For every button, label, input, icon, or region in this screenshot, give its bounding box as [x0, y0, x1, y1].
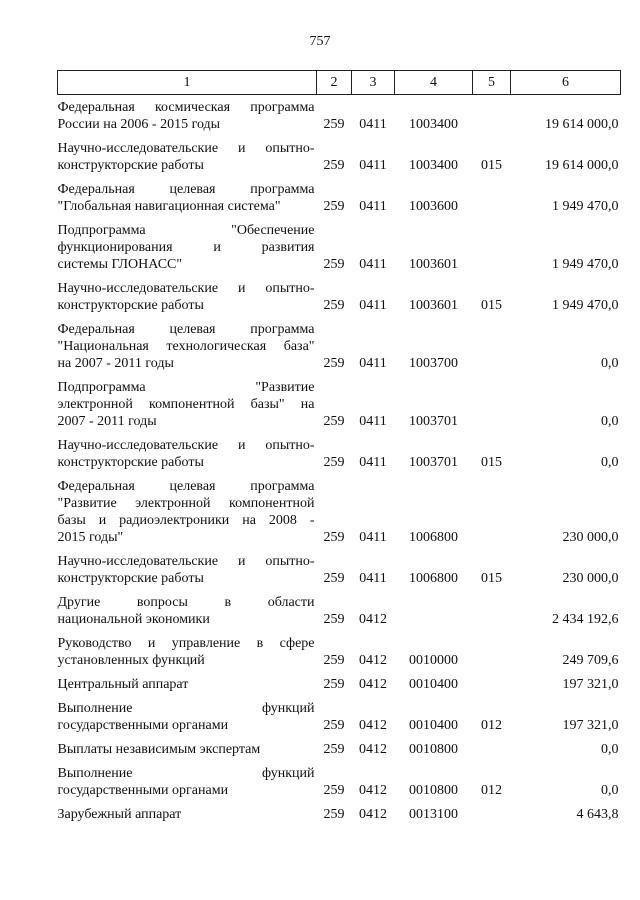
section-code: 0412: [359, 612, 387, 627]
row-name: [58, 474, 317, 549]
ministry-code: 259: [323, 117, 345, 132]
table-row: [58, 696, 621, 737]
row-name-line: Федеральная целевая программа: [57, 182, 315, 197]
amount: 1 949 470,0: [552, 257, 619, 272]
amount: 197 321,0: [562, 677, 619, 692]
amount: 4 643,8: [576, 807, 619, 822]
budget-table: [57, 70, 621, 826]
expense-type-code: 015: [481, 158, 502, 173]
expense-type-code: 015: [481, 571, 502, 586]
target-article-code: 1003701: [409, 414, 458, 429]
amount: 0,0: [601, 356, 619, 371]
amount: 1 949 470,0: [552, 199, 619, 214]
amount: 249 709,6: [562, 653, 619, 668]
section-code: 0411: [359, 257, 387, 272]
row-name: [58, 631, 317, 672]
row-name-line: функционирования и развития: [57, 240, 315, 255]
row-name-line: национальной экономики: [57, 612, 210, 627]
target-article-code: 1003400: [409, 117, 458, 132]
column-header-target-article: 4: [395, 71, 473, 95]
row-name-line: базы и радиоэлектроники на 2008 -: [57, 513, 315, 528]
ministry-code: 259: [323, 158, 345, 173]
ministry-code: 259: [323, 199, 345, 214]
table-row: [58, 276, 621, 317]
amount: 2 434 192,6: [552, 612, 619, 627]
row-name-line: Зарубежный аппарат: [57, 807, 182, 822]
target-article-code: 1003701: [409, 455, 458, 470]
amount: 0,0: [601, 742, 619, 757]
target-article-code: 1003600: [409, 199, 458, 214]
expense-type-code: [473, 737, 511, 761]
table-row: [58, 590, 621, 631]
section-code: 0412: [359, 718, 387, 733]
section-code: 0411: [359, 298, 387, 313]
ministry-code: 259: [323, 298, 345, 313]
row-name: [58, 317, 317, 375]
row-name-line: Другие вопросы в области: [57, 595, 315, 610]
ministry-code: 259: [323, 653, 345, 668]
table-row: [58, 761, 621, 802]
table-row: [58, 317, 621, 375]
row-name-line: государственными органами: [57, 718, 229, 733]
row-name-line: "Глобальная навигационная система": [57, 199, 281, 214]
section-code: 0412: [359, 742, 387, 757]
amount: 0,0: [601, 455, 619, 470]
row-name: [58, 672, 317, 696]
row-name: [58, 177, 317, 218]
table-row: [58, 474, 621, 549]
amount: 197 321,0: [562, 718, 619, 733]
row-name: [58, 802, 317, 826]
ministry-code: 259: [323, 807, 345, 822]
target-article-code: 1003400: [409, 158, 458, 173]
row-name-line: России на 2006 - 2015 годы: [57, 117, 221, 132]
table-row: [58, 549, 621, 590]
row-name-line: Федеральная целевая программа: [57, 322, 315, 337]
row-name: [58, 95, 317, 137]
expense-type-code: [473, 95, 511, 137]
ministry-code: 259: [323, 571, 345, 586]
row-name: [58, 761, 317, 802]
row-name-line: Руководство и управление в сфере: [57, 636, 315, 651]
row-name: [58, 696, 317, 737]
expense-type-code: 012: [481, 783, 502, 798]
amount: 1 949 470,0: [552, 298, 619, 313]
target-article-code: 0010800: [409, 783, 458, 798]
row-name-line: Подпрограмма "Развитие: [57, 380, 315, 395]
amount: 0,0: [601, 414, 619, 429]
row-name: [58, 136, 317, 177]
amount: 230 000,0: [562, 530, 619, 545]
ministry-code: 259: [323, 356, 345, 371]
row-name-line: 2007 - 2011 годы: [57, 414, 157, 429]
page-number: 757: [309, 34, 331, 49]
target-article-code: 0010000: [409, 653, 458, 668]
row-name-line: конструкторские работы: [57, 298, 204, 313]
ministry-code: 259: [323, 742, 345, 757]
row-name-line: на 2007 - 2011 годы: [57, 356, 174, 371]
amount: 19 614 000,0: [545, 158, 619, 173]
target-article-code: 0010400: [409, 677, 458, 692]
row-name: [58, 737, 317, 761]
row-name-line: Научно-исследовательские и опытно-: [57, 438, 315, 453]
ministry-code: 259: [323, 677, 345, 692]
column-header-name: 1: [58, 71, 317, 95]
ministry-code: 259: [323, 455, 345, 470]
row-name-line: Выплаты независимым экспертам: [57, 742, 261, 757]
row-name-line: Федеральная целевая программа: [57, 479, 315, 494]
row-name-line: Научно-исследовательские и опытно-: [57, 281, 315, 296]
section-code: 0411: [359, 455, 387, 470]
table-row: [58, 631, 621, 672]
target-article-code: 1003601: [409, 298, 458, 313]
section-code: 0411: [359, 414, 387, 429]
expense-type-code: [473, 474, 511, 549]
ministry-code: 259: [323, 783, 345, 798]
section-code: 0411: [359, 158, 387, 173]
expense-type-code: 015: [481, 455, 502, 470]
column-header-ministry: 2: [317, 71, 352, 95]
expense-type-code: [473, 672, 511, 696]
amount: 19 614 000,0: [545, 117, 619, 132]
row-name-line: "Развитие электронной компонентной: [57, 496, 315, 511]
table-row: [58, 136, 621, 177]
section-code: 0412: [359, 807, 387, 822]
target-article-code: 0010400: [409, 718, 458, 733]
row-name: [58, 218, 317, 276]
target-article-code: 0013100: [409, 807, 458, 822]
section-code: 0411: [359, 199, 387, 214]
section-code: 0411: [359, 356, 387, 371]
amount: 0,0: [601, 783, 619, 798]
ministry-code: 259: [323, 612, 345, 627]
expense-type-code: 015: [481, 298, 502, 313]
row-name-line: Выполнение функций: [57, 701, 315, 716]
table-row: [58, 433, 621, 474]
row-name: [58, 433, 317, 474]
row-name-line: "Национальная технологическая база": [57, 339, 315, 354]
row-name: [58, 549, 317, 590]
section-code: 0411: [359, 117, 387, 132]
ministry-code: 259: [323, 414, 345, 429]
expense-type-code: [473, 218, 511, 276]
table-row: [58, 218, 621, 276]
section-code: 0411: [359, 571, 387, 586]
target-article-code: 0010800: [409, 742, 458, 757]
row-name: [58, 375, 317, 433]
column-header-amount: 6: [511, 71, 621, 95]
row-name: [58, 276, 317, 317]
amount: 230 000,0: [562, 571, 619, 586]
expense-type-code: 012: [481, 718, 502, 733]
table-row: [58, 177, 621, 218]
row-name-line: государственными органами: [57, 783, 229, 798]
expense-type-code: [473, 177, 511, 218]
table-header-row: [58, 71, 621, 95]
table-row: [58, 375, 621, 433]
target-article-code: 1003601: [409, 257, 458, 272]
section-code: 0412: [359, 677, 387, 692]
row-name-line: установленных функций: [57, 653, 205, 668]
section-code: 0412: [359, 783, 387, 798]
row-name-line: конструкторские работы: [57, 571, 204, 586]
target-article-code: 1006800: [409, 571, 458, 586]
ministry-code: 259: [323, 257, 345, 272]
section-code: 0412: [359, 653, 387, 668]
row-name-line: 2015 годы": [57, 530, 124, 545]
row-name-line: Научно-исследовательские и опытно-: [57, 141, 315, 156]
section-code: 0411: [359, 530, 387, 545]
table-row: [58, 737, 621, 761]
row-name-line: системы ГЛОНАСС": [57, 257, 183, 272]
target-article-code: 1006800: [409, 530, 458, 545]
column-header-expense-type: 5: [473, 71, 511, 95]
ministry-code: 259: [323, 718, 345, 733]
ministry-code: 259: [323, 530, 345, 545]
row-name: [58, 590, 317, 631]
row-name-line: конструкторские работы: [57, 158, 204, 173]
table-row: [58, 802, 621, 826]
row-name-line: Подпрограмма "Обеспечение: [57, 223, 315, 238]
expense-type-code: [473, 590, 511, 631]
row-name-line: электронной компонентной базы" на: [57, 397, 315, 412]
expense-type-code: [473, 317, 511, 375]
expense-type-code: [473, 375, 511, 433]
table-body: [58, 95, 621, 827]
expense-type-code: [473, 631, 511, 672]
column-header-section: 3: [352, 71, 395, 95]
row-name-line: Научно-исследовательские и опытно-: [57, 554, 315, 569]
row-name-line: Выполнение функций: [57, 766, 315, 781]
row-name-line: Федеральная космическая программа: [57, 100, 315, 115]
target-article-code: [395, 590, 473, 631]
target-article-code: 1003700: [409, 356, 458, 371]
row-name-line: конструкторские работы: [57, 455, 204, 470]
table-row: [58, 672, 621, 696]
row-name-line: Центральный аппарат: [57, 677, 189, 692]
expense-type-code: [473, 802, 511, 826]
table-row: [58, 95, 621, 137]
